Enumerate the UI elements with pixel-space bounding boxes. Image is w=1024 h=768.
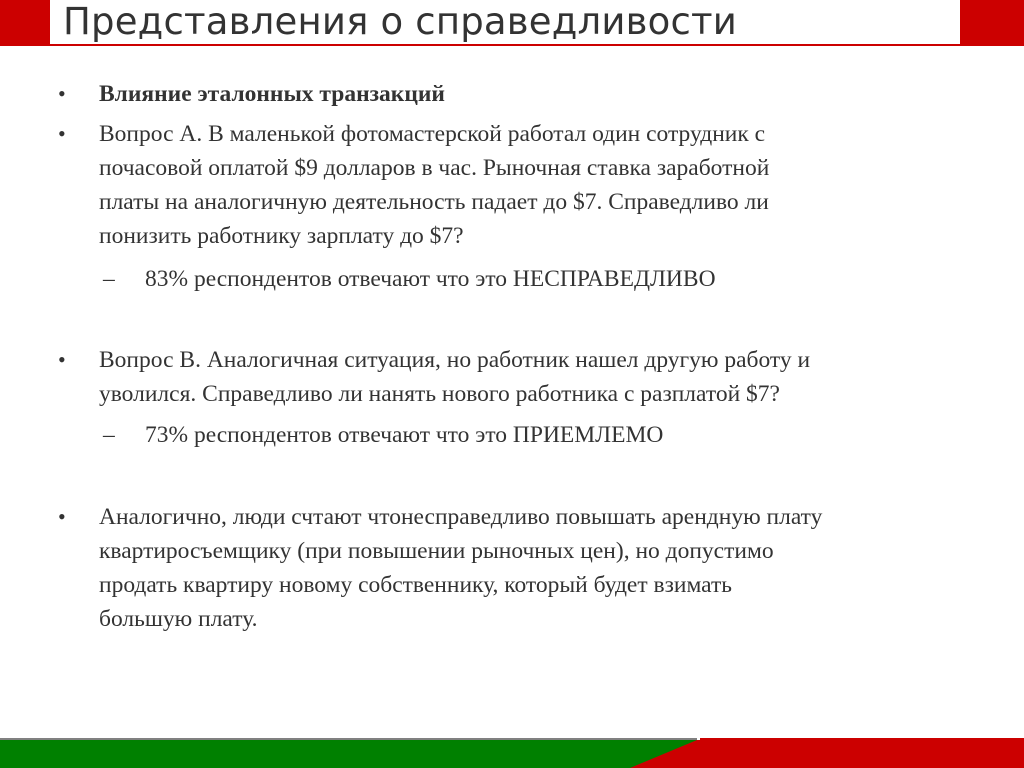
sub-item-answer-a: 83% респондентов отвечают что это НЕСПРАВЕДЛИВО (145, 266, 716, 292)
bullet-icon: • (58, 81, 66, 106)
bullet-icon: • (58, 121, 66, 146)
list-item-heading (99, 77, 979, 111)
title-bar-red-left (0, 0, 50, 46)
sub-item-answer-b: 73% респондентов отвечают что это ПРИЕМЛЕМО (145, 422, 664, 448)
text-line: продать квартиру новому собственнику, который будет взимать (99, 572, 732, 598)
list-item-question-a (99, 117, 979, 253)
text-line: квартиросъемщику (при повышении рыночных цен), но допустимо (99, 538, 774, 564)
text-line: большую плату. (99, 606, 258, 632)
text-line: уволился. Справедливо ли нанять нового работника с разплатой $7? (99, 381, 780, 407)
text-line: Влияние эталонных транзакций (99, 81, 445, 107)
footer-decoration (0, 738, 1024, 768)
bullet-icon: • (58, 347, 66, 372)
list-item-question-b (99, 343, 979, 411)
bullet-icon: • (58, 504, 66, 529)
footer-green-band (0, 740, 697, 768)
text-line: Вопрос В. Аналогичная ситуация, но работник нашел другую работу и (99, 347, 811, 373)
title-bar (0, 0, 1024, 46)
text-line: платы на аналогичную деятельность падает до $7. Справедливо ли (99, 189, 769, 215)
text-line: Вопрос А. В маленькой фотомастерской работал один сотрудник с (99, 121, 766, 147)
title-bar-red-right (960, 0, 1024, 46)
dash-icon: – (103, 266, 115, 292)
text-line: Аналогично, люди счтают чтонесправедливо повышать арендную плату (99, 504, 823, 530)
text-line: почасовой оплатой $9 долларов в час. Рыночная ставка заработной (99, 155, 770, 181)
dash-icon: – (103, 422, 115, 448)
slide-title: Представления о справедливости (63, 0, 738, 43)
list-item-conclusion (99, 500, 979, 636)
footer-stripes (0, 738, 1024, 768)
text-line: понизить работнику зарплату до $7? (99, 223, 464, 249)
